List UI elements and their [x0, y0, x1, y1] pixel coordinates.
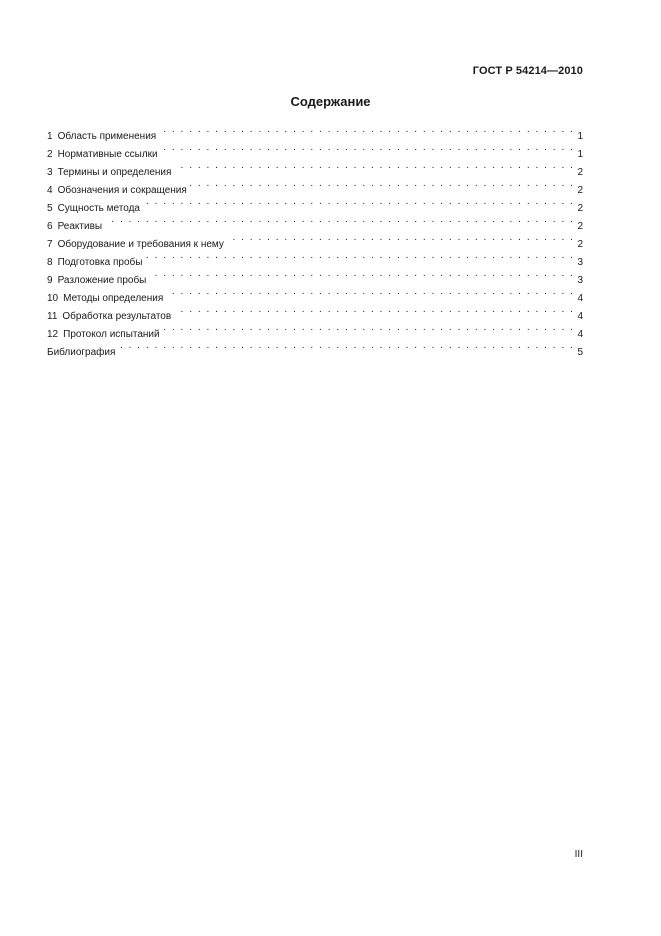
toc-entry-page: 2	[577, 185, 583, 196]
toc-entry-1[interactable]	[47, 121, 583, 142]
toc-entry-title: Обозначения и сокращения	[57, 185, 187, 196]
toc-entry-title: Реактивы	[57, 221, 103, 232]
toc-entry-6[interactable]	[47, 211, 583, 232]
toc-entry-number: 9	[47, 275, 53, 286]
toc-entry-title: Нормативные ссылки	[57, 149, 158, 160]
toc-entry-page: 3	[577, 275, 583, 286]
toc-leader-dots	[105, 211, 574, 229]
toc-entry-page: 4	[577, 293, 583, 304]
toc-entry-title: Обработка результатов	[62, 311, 172, 322]
toc-entry-title: Термины и определения	[57, 167, 172, 178]
toc-leader-dots	[163, 319, 575, 337]
toc-leader-dots	[118, 337, 574, 355]
document-code: ГОСТ Р 54214—2010	[472, 65, 583, 77]
toc-entry-page: 2	[577, 221, 583, 232]
toc-entry-page: 2	[577, 239, 583, 250]
toc-title: Содержание	[290, 94, 371, 109]
toc-leader-dots	[161, 139, 575, 157]
toc-entry-page: 4	[577, 311, 583, 322]
toc-entry-page: 3	[577, 257, 583, 268]
toc-entry-number: 7	[47, 239, 53, 250]
toc-entry-title: Оборудование и требования к нему	[57, 239, 224, 250]
toc-entry-number: 3	[47, 167, 53, 178]
toc-entry-number: 11	[47, 311, 58, 322]
toc-leader-dots	[149, 265, 574, 283]
toc-entry-number: 4	[47, 185, 53, 196]
toc-entry-bibliography[interactable]	[47, 337, 583, 358]
toc-entry-title: Подготовка пробы	[57, 257, 143, 268]
toc-leader-dots	[166, 283, 574, 301]
toc-entry-page: 1	[577, 131, 583, 142]
toc-entry-number: 5	[47, 203, 53, 214]
toc-entry-number: 8	[47, 257, 53, 268]
toc-entry-number: 1	[47, 131, 53, 142]
toc-entry-number: 10	[47, 293, 59, 304]
table-of-contents	[47, 121, 583, 358]
toc-entry-title: Разложение пробы	[57, 275, 147, 286]
toc-entry-title: Протокол испытаний	[63, 329, 160, 340]
toc-leader-dots	[227, 229, 575, 247]
toc-entry-title: Методы определения	[63, 293, 164, 304]
toc-entry-title: Библиография	[47, 347, 116, 358]
toc-leader-dots	[159, 121, 574, 139]
toc-entry-page: 1	[577, 149, 583, 160]
page-number: III	[574, 849, 583, 860]
toc-leader-dots	[145, 247, 574, 265]
toc-entry-number: 2	[47, 149, 53, 160]
toc-entry-title: Область применения	[57, 131, 157, 142]
toc-leader-dots	[174, 301, 574, 319]
toc-entry-page: 5	[577, 347, 583, 358]
toc-entry-title: Сущность метода	[57, 203, 140, 214]
toc-entry-page: 4	[577, 329, 583, 340]
toc-entry-7[interactable]	[47, 229, 583, 250]
toc-leader-dots	[174, 157, 574, 175]
toc-leader-dots	[190, 175, 575, 193]
toc-leader-dots	[143, 193, 574, 211]
toc-entry-number: 12	[47, 329, 59, 340]
toc-entry-number: 6	[47, 221, 53, 232]
toc-entry-page: 2	[577, 167, 583, 178]
toc-entry-page: 2	[577, 203, 583, 214]
